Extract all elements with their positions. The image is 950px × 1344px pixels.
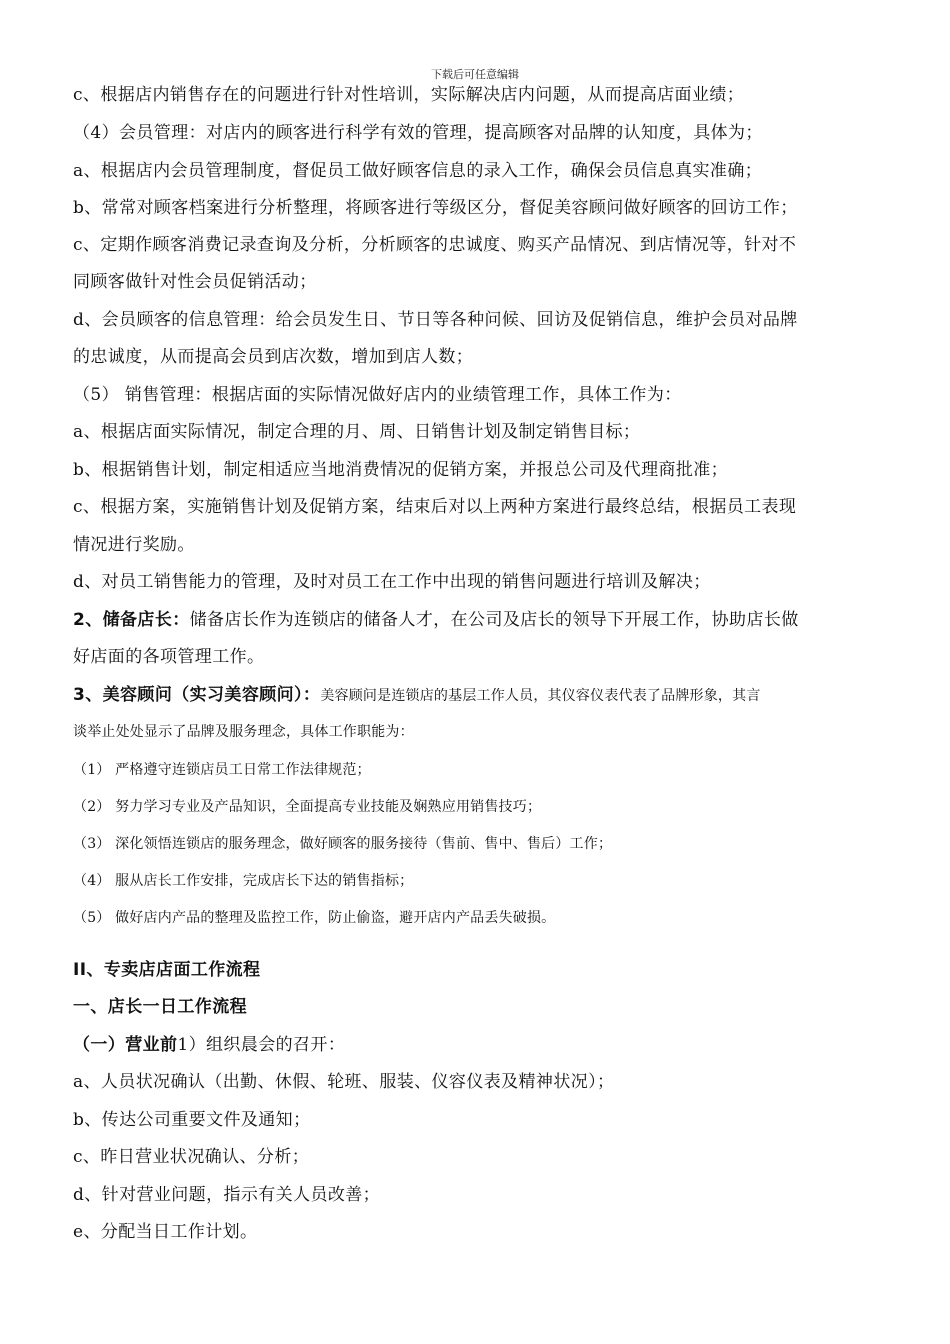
advisor-duty-item: （5） 做好店内产品的整理及监控工作，防止偷盗，避开店内产品丢失破损。: [73, 910, 556, 926]
pre-opening-label: （一）营业前: [73, 1035, 178, 1055]
sales-item-c-line1: c、根据方案，实施销售计划及促销方案，结束后对以上两种方案进行最终总结，根据员工表现: [73, 497, 797, 517]
paragraph-line: c、根据店内销售存在的问题进行针对性培训，实际解决店内问题，从而提高店面业绩；: [73, 85, 745, 105]
reserve-manager-line1: [73, 609, 873, 631]
member-item-c-line2: 同顾客做针对性会员促销活动；: [73, 272, 317, 292]
meeting-item: a、人员状况确认（出勤、休假、轮班、服装、仪容仪表及精神状况）；: [73, 1072, 615, 1092]
section-heading: II、专卖店店面工作流程: [73, 960, 261, 980]
meeting-item: e、分配当日工作计划。: [73, 1222, 258, 1242]
sales-item-d: d、对员工销售能力的管理，及时对员工在工作中出现的销售问题进行培训及解决；: [73, 572, 711, 592]
sales-item-b: b、根据销售计划，制定相适应当地消费情况的促销方案，并报总公司及代理商批准；: [73, 460, 729, 480]
reserve-manager-label: 2、储备店长：: [73, 610, 190, 630]
meeting-item: d、针对营业问题，指示有关人员改善；: [73, 1185, 381, 1205]
advisor-duty-item: （3） 深化领悟连锁店的服务理念，做好顾客的服务接待（售前、售中、售后）工作；: [73, 836, 613, 852]
advisor-text: 美容顾问是连锁店的基层工作人员，其仪容仪表代表了品牌形象，其言: [320, 688, 761, 704]
member-item-a: a、根据店内会员管理制度，督促员工做好顾客信息的录入工作，确保会员信息真实准确；: [73, 161, 763, 181]
advisor-line1: [73, 684, 873, 707]
sales-item-c-line2: 情况进行奖励。: [73, 535, 195, 555]
member-item-d-line2: 的忠诚度，从而提高会员到店次数，增加到店人数；: [73, 347, 474, 367]
sales-item-a: a、根据店面实际情况，制定合理的月、周、日销售计划及制定销售目标；: [73, 422, 641, 442]
advisor-duty-item: （4） 服从店长工作安排，完成店长下达的销售指标；: [73, 873, 414, 889]
meeting-item: c、昨日营业状况确认、分析；: [73, 1147, 310, 1167]
advisor-duty-item: （1） 严格遵守连锁店员工日常工作法律规范；: [73, 762, 371, 778]
page-header: 下载后可任意编辑: [431, 68, 519, 81]
advisor-label: 3、美容顾问（实习美容顾问）：: [73, 685, 321, 705]
member-title: （4）会员管理：对店内的顾客进行科学有效的管理，提高顾客对品牌的认知度，具体为；: [73, 123, 763, 143]
member-item-c-line1: c、定期作顾客消费记录查询及分析，分析顾客的忠诚度、购买产品情况、到店情况等，针对不: [73, 235, 797, 255]
reserve-manager-text: 储备店长作为连锁店的储备人才，在公司及店长的领导下开展工作，协助店长做: [189, 610, 799, 630]
meeting-item: b、传达公司重要文件及通知；: [73, 1110, 311, 1130]
subsection-heading: 一、店长一日工作流程: [73, 997, 247, 1017]
pre-opening-line: [73, 1034, 873, 1056]
member-item-b: b、常常对顾客档案进行分析整理，将顾客进行等级区分，督促美容顾问做好顾客的回访工作；: [73, 198, 798, 218]
pre-opening-text: 1）组织晨会的召开：: [177, 1035, 346, 1055]
member-item-d-line1: d、会员顾客的信息管理：给会员发生日、节日等各种问候、回访及促销信息，维护会员对品牌: [73, 310, 798, 330]
sales-title: （5） 销售管理：根据店面的实际情况做好店内的业绩管理工作，具体工作为：: [73, 385, 682, 405]
advisor-line2: 谈举止处处显示了品牌及服务理念，具体工作职能为：: [73, 724, 414, 740]
reserve-manager-line2: 好店面的各项管理工作。: [73, 647, 265, 667]
advisor-duty-item: （2） 努力学习专业及产品知识，全面提高专业技能及娴熟应用销售技巧；: [73, 799, 542, 815]
